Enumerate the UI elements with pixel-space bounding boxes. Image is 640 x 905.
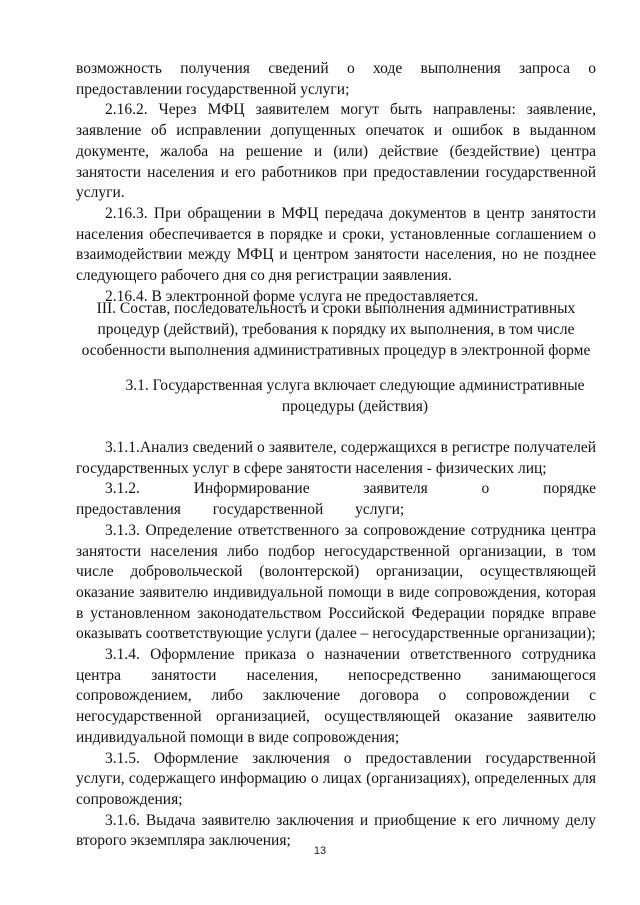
paragraph-3-1-3: 3.1.3. Определение ответственного за сопровождение сотрудника центра занятости населения либо подбор негосударственной организации, в том числе добровольческой (волонтерской) организации, осуществляющей оказание заявителю индивидуальной помощи в виде сопровождения, которая в установленном законодательством Российской Федерации порядке вправе оказывать соответствующие услуги (далее – негосударственные организации); (76, 521, 596, 643)
paragraph-3-1-4: 3.1.4. Оформление приказа о назначении ответственного сотрудника центра занятости населения, непосредственно занимающегося сопровождением, либо заключение договора о сопровождении с негосударственной организацией, осуществляющей оказание заявителю индивидуальной помощи в виде сопровождения; (76, 646, 596, 746)
subsection-heading (110, 375, 600, 417)
subsection-heading-line: процедуры (действия) (281, 398, 429, 415)
paragraph-continuation: возможность получения сведений о ходе выполнения запроса о предоставлении государственной услуги; (76, 60, 596, 98)
paragraph-3-1-1: 3.1.1.Анализ сведений о заявителе, содержащихся в регистре получателей государственных услуг в сфере занятости населения - физических лиц; (76, 439, 596, 477)
paragraph-2-16-4: 2.16.4. В электронной форме услуга не предоставляется. (105, 287, 479, 305)
paragraph-3-1-5: 3.1.5. Оформление заключения о предоставлении государственной услуги, содержащего информацию о лицах (организациях), определенных для сопровождения; (76, 749, 596, 808)
paragraph-3-1-6: 3.1.6. Выдача заявителю заключения и приобщение к его личному делу второго экземпляра заключения; (76, 811, 596, 850)
section-heading-line: особенности выполнения административных процедур в электронной форме (81, 342, 591, 359)
body-text-block (76, 438, 596, 852)
section-heading-line: III. Состав, последовательность и сроки выполнения административных (96, 300, 576, 317)
top-text-block (76, 59, 596, 307)
paragraph-2-16-3: 2.16.3. При обращении в МФЦ передача документов в центр занятости населения обеспечивается в порядке и сроки, установленные соглашением о взаимодействии между МФЦ и центром занятости населения, но не позднее следующего рабочего дня со дня регистрации заявления. (76, 204, 596, 285)
paragraph-3-1-2: 3.1.2. Информирование заявителя о порядке предоставления государственной услуги; (76, 480, 596, 519)
section-heading-line: процедур (действий), требования к порядку их выполнения, в том числе (97, 321, 575, 338)
subsection-heading-line: 3.1. Государственная услуга включает следующие административные (125, 377, 585, 394)
paragraph-2-16-2: 2.16.2. Через МФЦ заявителем могут быть направлены: заявление, заявление об исправлении допущенных опечаток и ошибок в выданном документе, жалоба на решение и (или) действие (бездействие) центра занятости населения и его работников при предоставлении государственной услуги. (76, 101, 596, 202)
section-heading (76, 298, 596, 361)
page-number: 13 (313, 845, 327, 857)
